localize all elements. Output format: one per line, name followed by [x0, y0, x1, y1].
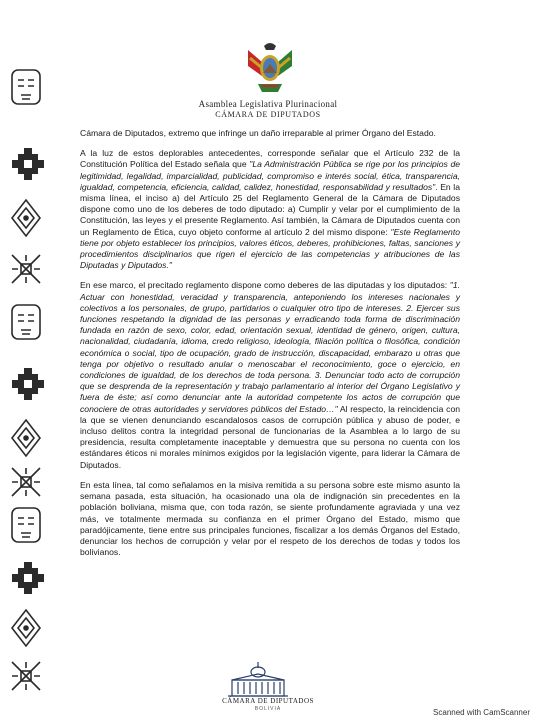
- quote-text: "1. Actuar con honestidad, veracidad y transparencia, anteponiendo los intereses nacionales y colectivos a los personales, de grupo, partidarios o cualquier otro tipo de intereses. 2. Ejercer sus funciones respetando la dignidad de las personas y erradicando toda forma de discriminación fundada en razón de sexo, color, edad, orientación sexual, identidad de género, origen, cultura, nacionalidad, ciudadanía, idioma, credo religioso, ideología, filiación política o filosófica, condición económica o social, tipo de ocupación, grado de instrucción, discapacidad, embarazo u otras que tenga por objetivo o resultado anular o menoscabar el reconocimiento, goce o ejercicio, en condiciones de igualdad, de los derechos de toda persona. 3. Denunciar todo acto de corrupción que se desprenda de la representación y trabajo parlamentario al interior del Órgano Legislativo y fuera de éste; así como denunciar ante la autoridad competente los actos de corrupción que conociere de otras autoridades y servidores públicos del Estado…": [80, 280, 460, 414]
- diamond-motif-icon: [12, 200, 40, 236]
- quote-text: "Este Reglamento tiene por objeto establecer los principios, valores éticos, deberes, prohibiciones, faltas, sanciones y procedimientos disciplinarios que rigen el ejercicio de las competencias y atribuciones de las Diputadas y Diputados.": [80, 226, 460, 271]
- chakana-knot-icon: [12, 468, 40, 496]
- letterhead: [0, 0, 536, 128]
- mask-motif-icon: [12, 508, 40, 542]
- text-run: En ese marco, el precitado reglamento dispone como deberes de las diputadas y los diputados:: [80, 280, 450, 291]
- diamond-motif-icon: [12, 420, 40, 456]
- paragraph: Cámara de Diputados, extremo que infringe un daño irreparable al primer Órgano del Estado.: [80, 128, 436, 138]
- text-run: A la luz de estos deplorables antecedentes, corresponde señalar que el Artículo 232 de la Constitución Política del Estado señala que: [80, 148, 460, 170]
- stepped-cross-icon: [12, 562, 44, 594]
- coat-of-arms-icon: [244, 40, 296, 96]
- chamber-name: CÁMARA DE DIPUTADOS: [215, 110, 321, 119]
- quote-text: "La Administración Pública se rige por los principios de legitimidad, legalidad, imparcialidad, publicidad, compromiso e interés social, ética, transparencia, igualdad, competencia, eficiencia, calidad, calidez, honestidad, responsabilidad y resultados": [80, 159, 461, 192]
- text-run: Al respecto, la reincidencia con la que se vienen denunciando escandalosos casos de corrupción pública y abuso de poder, e incluso delitos contra la integridad personal de funcionarias de la Asamblea a lo largo de su presidencia, resulta completamente inaceptable y demuestra que su persona no cuenta con los estándares éticos ni morales mínimos exigidos por la legislación vigente, para liderar la Cámara de Diputados.: [80, 403, 460, 470]
- org-name: Asamblea Legislativa Plurinacional: [198, 99, 338, 109]
- footer-chamber-name: CÁMARA DE DIPUTADOS: [222, 697, 314, 705]
- paragraph: [80, 148, 460, 271]
- chakana-knot-icon: [12, 255, 40, 283]
- stepped-cross-icon: [12, 148, 44, 180]
- chakana-knot-icon: [12, 662, 40, 690]
- stepped-cross-icon: [12, 368, 44, 400]
- paragraph: [80, 280, 460, 470]
- text-run: . En la misma línea, el inciso a) del Artículo 25 del Reglamento General de la Cámara de Diputados dispone como uno de los deberes de todo diputado: a) Cumplir y velar por el cumplimiento de la Constitución, las leyes y el presente Reglamento. Así también, la Cámara de Diputados cuenta con un Reglamento de Ética, cuyo objeto conforme al artículo 2 del mismo dispone:: [80, 181, 460, 237]
- paragraph: En esta línea, tal como señalamos en la misiva remitida a su persona sobre este mismo asunto la semana pasada, esta situación, ha ocasionado una ola de indignación sin precedentes en la población boliviana, misma que, con toda razón, se siente profundamente agraviada y una vez más, ve totalmente mermada su confianza en el primer Órgano del Estado, mismo que paradójicamente, tiene entre sus principales funciones, fiscalizar a los demás Órganos del Estado, denunciar los hechos de corrupción y velar por el respeto de los derechos de todas y todos los bolivianos.: [80, 479, 460, 558]
- diamond-motif-icon: [12, 610, 40, 646]
- footer-country: BOLIVIA: [254, 706, 282, 712]
- letter-body: [80, 128, 460, 567]
- scanner-watermark: Scanned with CamScanner: [433, 708, 530, 717]
- mask-motif-icon: [12, 305, 40, 339]
